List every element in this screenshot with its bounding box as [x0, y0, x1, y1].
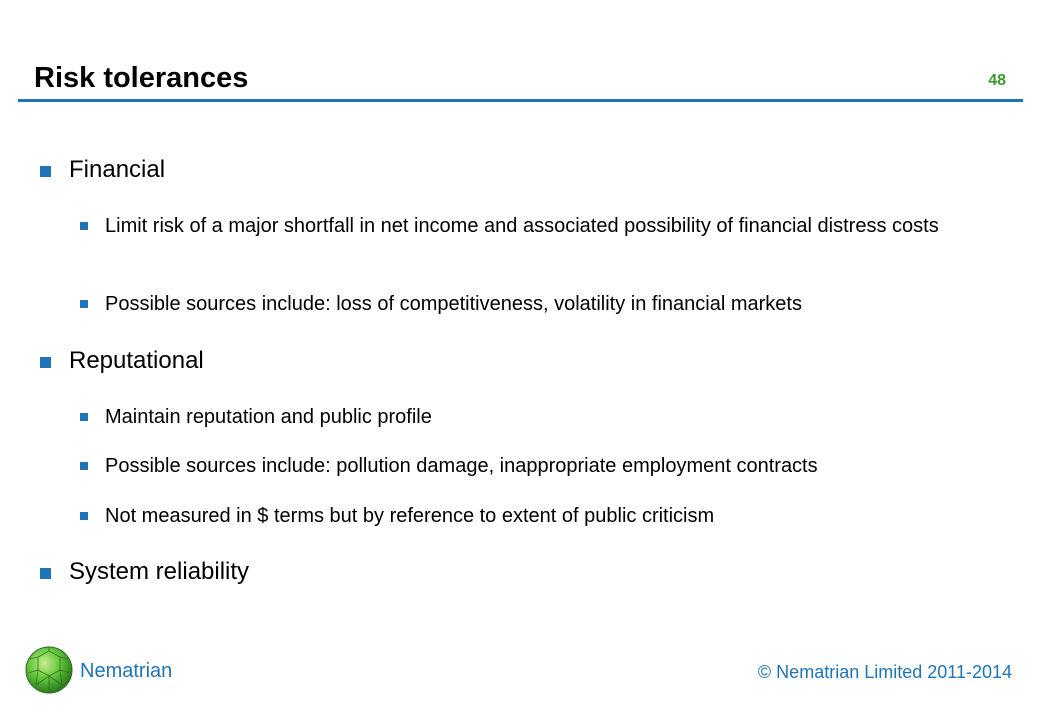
footer-copyright: © Nematrian Limited 2011-2014	[757, 662, 1012, 682]
footer-brand: Nematrian	[80, 660, 173, 682]
slide-title: Risk tolerances	[34, 62, 249, 94]
sub-bullet	[80, 212, 965, 241]
square-bullet-icon	[40, 568, 51, 579]
sub-bullet-text: Maintain reputation and public profile	[105, 406, 432, 428]
bullet-financial	[40, 156, 165, 184]
sub-bullet	[80, 290, 965, 319]
bullet-label: Financial	[69, 156, 166, 183]
sub-bullet-text: Possible sources include: loss of competitiveness, volatility in financial markets	[105, 293, 802, 315]
bullet-system-reliability	[40, 558, 249, 586]
square-bullet-icon	[80, 413, 88, 421]
sub-bullet	[80, 403, 965, 432]
square-bullet-icon	[80, 300, 88, 308]
title-divider	[18, 99, 1023, 102]
green-geodesic-sphere-icon	[24, 645, 74, 695]
sub-bullet-text: Not measured in $ terms but by reference to extent of public criticism	[105, 505, 715, 527]
square-bullet-icon	[80, 222, 88, 230]
square-bullet-icon	[40, 357, 51, 368]
square-bullet-icon	[80, 462, 88, 470]
sub-bullet-text: Limit risk of a major shortfall in net income and associated possibility of financial distress costs	[105, 215, 939, 237]
sub-bullet	[80, 452, 965, 481]
sub-bullet-text: Possible sources include: pollution damage, inappropriate employment contracts	[105, 455, 818, 477]
sub-bullet	[80, 502, 965, 531]
square-bullet-icon	[40, 166, 51, 177]
bullet-label: Reputational	[69, 347, 204, 374]
bullet-reputational	[40, 347, 204, 375]
bullet-label: System reliability	[69, 558, 250, 585]
slide-number: 48	[988, 72, 1006, 89]
square-bullet-icon	[80, 512, 88, 520]
